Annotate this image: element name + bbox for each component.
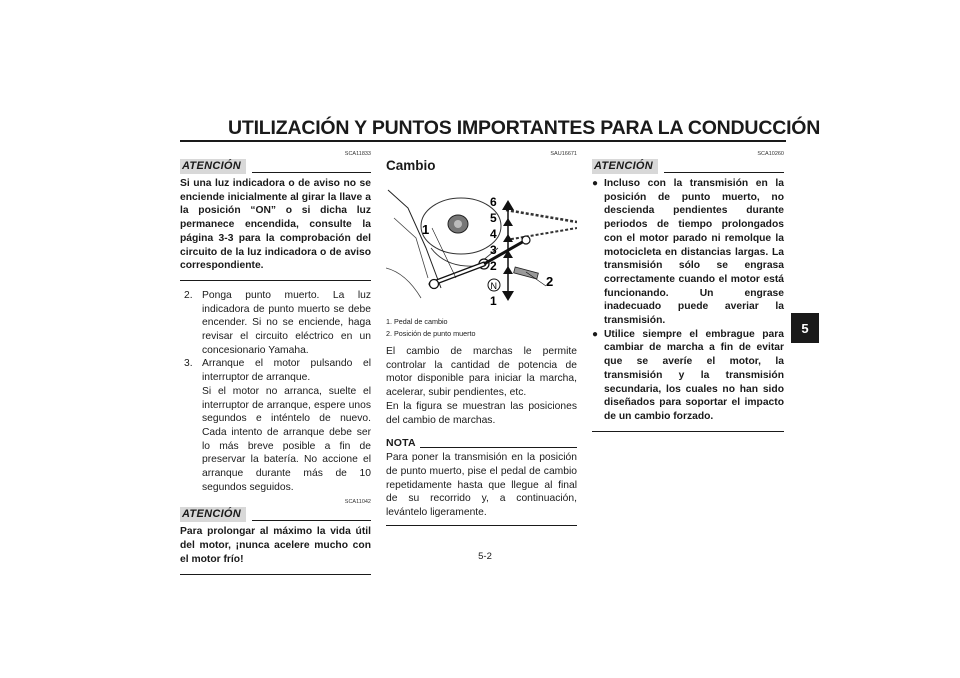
step-text: Si el motor no arranca, suelte el interruptor de arranque, espere unos segundos e inténtelo de nuevo. Cada intento de arranque debe ser lo más breve posible a fin de preservar la batería. No accione el arranque durante más de 10 segundos seguidos. [202, 385, 371, 493]
title-rule [180, 140, 786, 142]
warning-code: SCA10260 [757, 151, 784, 157]
warning-rule [252, 520, 371, 521]
list-item [180, 289, 371, 358]
steps-list [180, 289, 371, 495]
step-number: 2. [184, 289, 193, 301]
bullet-icon: ● [592, 178, 599, 189]
warning-header [592, 158, 784, 174]
step-number: 3. [184, 358, 193, 370]
warning-end-rule [180, 574, 371, 575]
gear-label-neutral: N [490, 281, 497, 291]
caption-item: 2. Posición de punto muerto [386, 328, 476, 338]
figure-captions [386, 316, 577, 339]
shift-pedal-illustration [386, 178, 577, 312]
warning-rule [664, 172, 784, 173]
section-title: Cambio [386, 158, 436, 173]
warning-code: SCA11833 [344, 151, 371, 157]
warning-end-rule [180, 280, 371, 281]
left-column [180, 150, 371, 575]
step-text: Arranque el motor pulsando el interruptor de arranque. [202, 358, 371, 384]
warning-text: Si una luz indicadora o de aviso no se enciende inicialmente al girar la llave a la posición “ON” o si dicha luz permanece encendida, consulte la página 3-3 para la comprobación del circuito de la luz indicadora o de aviso correspondiente. [180, 178, 371, 272]
note-end-rule [386, 525, 577, 526]
gear-label: 3 [490, 243, 497, 257]
warning-label: ATENCIÓN [180, 159, 246, 174]
caption-item: 1. Pedal de cambio [386, 317, 448, 326]
middle-column [386, 150, 577, 526]
warning-header [180, 158, 371, 174]
warning-text: Para prolongar al máximo la vida útil del motor, ¡nunca acelere mucho con el motor frío! [180, 526, 371, 565]
note-label: NOTA [386, 437, 416, 450]
page-number: 5-2 [478, 551, 492, 562]
bullet-icon: ● [592, 328, 599, 340]
gear-label: 6 [490, 195, 497, 209]
note-header [386, 437, 577, 449]
warning-code: SCA11042 [344, 499, 371, 506]
step-text: Ponga punto muerto. La luz indicadora de punto muerto se debe encender. Si no se enciende, haga revisar el circuito eléctrico en un concesionario Yamaha. [202, 289, 371, 356]
note-rule [420, 447, 577, 448]
body-paragraph: En la figura se muestran las posiciones del cambio de marchas. [386, 400, 577, 426]
callout-label: 1 [422, 222, 430, 237]
gear-label: 2 [490, 259, 497, 273]
warning-bullets [592, 177, 784, 424]
chapter-tab: 5 [791, 313, 819, 343]
gear-label: 4 [490, 227, 497, 241]
body-paragraph: El cambio de marchas le permite controlar la cantidad de potencia de motor disponible para iniciar la marcha, acelerar, subir pendientes, etc. [386, 346, 577, 399]
warning-header [180, 506, 371, 522]
list-item [592, 177, 784, 328]
warning-end-rule [592, 431, 784, 432]
section-code: SAU16671 [550, 151, 577, 157]
warning-rule [252, 172, 371, 173]
warning-label: ATENCIÓN [592, 159, 658, 174]
bullet-text: Incluso con la transmisión en la posición de punto muerto, no descienda pendientes durante periodos de tiempo prolongados con el motor parado ni remolque la motocicleta en distancias largas. La transmisión sólo se engrasa correctamente cuando el motor está funcionando. Un engrase inadecuado puede averiar la transmisión. [604, 178, 784, 327]
page-title: UTILIZACIÓN Y PUNTOS IMPORTANTES PARA LA CONDUCCIÓN [228, 117, 821, 139]
gear-label: 5 [490, 211, 497, 225]
callout-label: 2 [546, 274, 554, 289]
right-column [592, 150, 784, 432]
list-item [180, 357, 371, 494]
bullet-text: Utilice siempre el embrague para cambiar de marcha a fin de evitar que se averíe el motor, la transmisión y la transmisión secundaria, los cuales no han sido diseñados para soportar el impacto de un cambio forzado. [604, 328, 784, 422]
gear-label: 1 [490, 294, 497, 308]
warning-label: ATENCIÓN [180, 507, 246, 522]
list-item [592, 328, 784, 424]
note-text: Para poner la transmisión en la posición de punto muerto, pise el pedal de cambio repetidamente hasta que llegue al final de su recorrido y, a continuación, levántelo ligeramente. [386, 452, 577, 519]
